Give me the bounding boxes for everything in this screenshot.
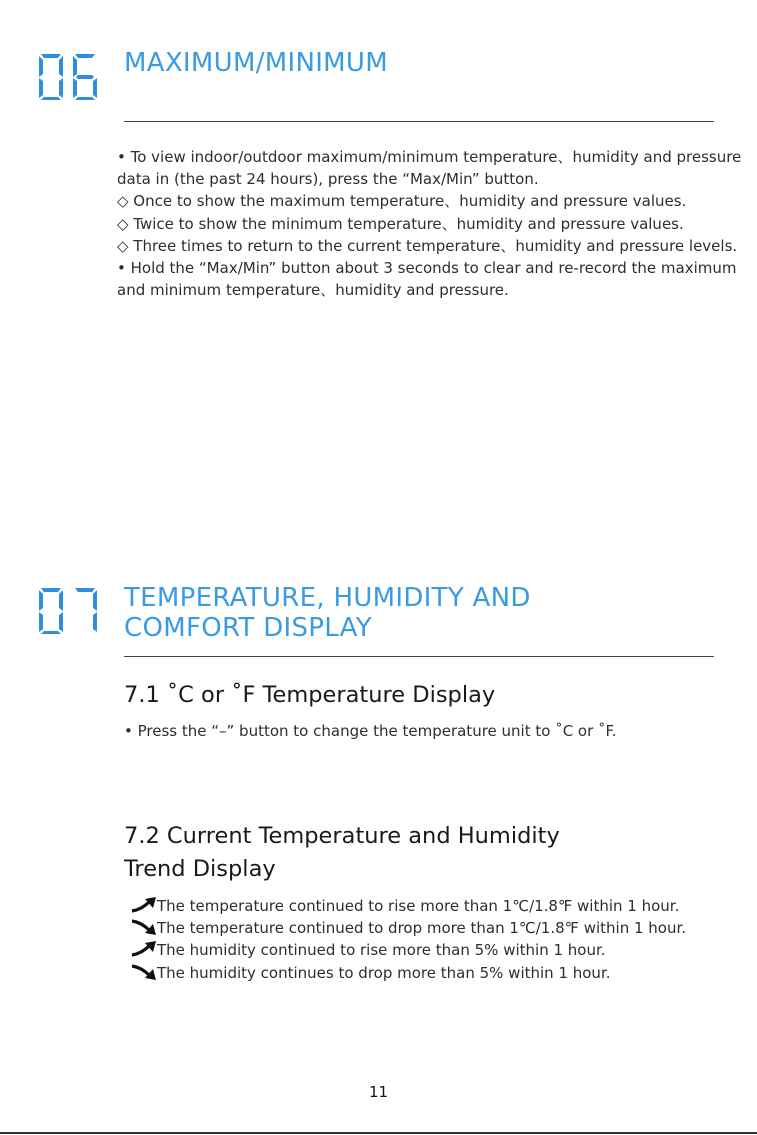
trend-text: The humidity continues to drop more than 5% within 1 hour. [157, 963, 611, 982]
paragraph: • Hold the “Max/Min” button about 3 seconds to clear and re-record the maximum and minimum temperature、humidity and pressure. [117, 259, 737, 300]
arrow-up-right-icon [117, 941, 157, 957]
subsection-7-1-body [124, 720, 749, 742]
list-item [117, 939, 742, 961]
trend-text: The humidity continued to rise more than 5% within 1 hour. [157, 941, 606, 960]
section-06-divider [124, 121, 714, 122]
subsection-7-1-title: 7.1 ˚C or ˚F Temperature Display [124, 682, 496, 708]
section-06-title: MAXIMUM/MINIMUM [124, 48, 388, 78]
list-item [117, 962, 742, 984]
list-item [117, 895, 742, 917]
paragraph: • Press the “–” button to change the temperature unit to ˚C or ˚F. [124, 722, 617, 740]
arrow-up-right-icon [117, 897, 157, 913]
section-07-title-line1: TEMPERATURE, HUMIDITY AND [124, 583, 531, 613]
section-06-body [117, 146, 742, 301]
arrow-down-right-icon [117, 964, 157, 980]
paragraph: ◇ Twice to show the minimum temperature、humidity and pressure values. [117, 214, 684, 233]
page-number: 11 [368, 1083, 389, 1101]
arrow-down-right-icon [117, 919, 157, 935]
section-07-title-line2: COMFORT DISPLAY [124, 613, 372, 643]
subsection-7-2-title-line1: 7.2 Current Temperature and Humidity [124, 823, 560, 849]
section-07-title [124, 583, 531, 643]
subsection-7-2-title-line2: Trend Display [124, 856, 276, 882]
paragraph: ◇ Once to show the maximum temperature、humidity and pressure values. [117, 192, 687, 211]
section-07-divider [124, 656, 714, 657]
paragraph: ◇ Three times to return to the current temperature、humidity and pressure levels. [117, 236, 738, 255]
section-number-06 [38, 53, 100, 101]
trend-list [117, 895, 742, 984]
section-number-07 [38, 587, 100, 635]
trend-text: The temperature continued to rise more than 1℃/1.8℉ within 1 hour. [157, 897, 680, 915]
subsection-7-2-title [124, 820, 560, 886]
list-item [117, 917, 742, 939]
paragraph: • To view indoor/outdoor maximum/minimum temperature、humidity and pressure data in (the past 24 hours), press the “Max/Min” button. [117, 148, 742, 189]
trend-text: The temperature continued to drop more than 1℃/1.8℉ within 1 hour. [157, 919, 687, 938]
bottom-divider [0, 1132, 757, 1134]
